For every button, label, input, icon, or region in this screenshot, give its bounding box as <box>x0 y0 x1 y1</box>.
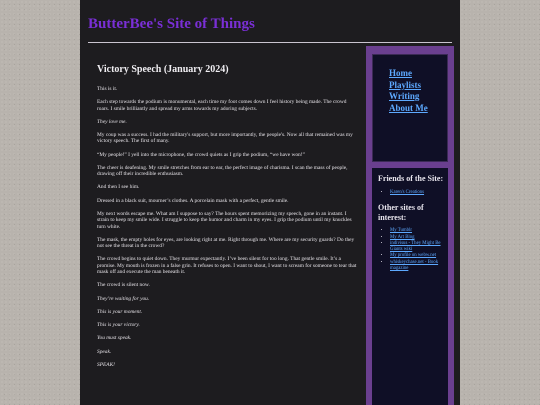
post-paragraph: The crowd begins to quiet down. They murmur expectantly. I’ve been silent for too long. That gentle smile. It’s a promise. My mouth is frozen in a false grin. It refuses to open. I want to shout, I want to scream for someone to tear that mask off and execute the man beneath it. <box>97 256 357 276</box>
title-divider <box>88 42 452 43</box>
other-site-item <box>390 235 444 241</box>
other-site-link[interactable]: indivisus - They Might Be Giants wiki <box>390 241 441 252</box>
post-title: Victory Speech (January 2024) <box>97 64 229 75</box>
sidebar <box>366 46 454 405</box>
friends-list <box>378 190 444 196</box>
friend-site-item <box>390 190 444 196</box>
other-site-item <box>390 260 444 271</box>
nav-item <box>389 79 447 91</box>
post-paragraph: You must speak. <box>97 335 132 342</box>
nav-item <box>389 90 447 102</box>
links-box <box>372 168 448 405</box>
post-paragraph: This is your victory. <box>97 322 140 329</box>
post-paragraph: They’re waiting for you. <box>97 295 150 302</box>
friend-site-link[interactable]: Karen's Creations <box>390 189 425 195</box>
post-body <box>94 86 358 368</box>
nav-link-home[interactable]: Home <box>389 68 412 78</box>
other-site-link[interactable]: whiskeychase.net - Book magazine <box>390 260 439 271</box>
other-site-link[interactable]: My profile on webw.net <box>390 253 437 259</box>
other-site-link[interactable]: My Art Blog <box>390 234 415 240</box>
nav-item <box>389 67 447 79</box>
nav-list <box>373 55 447 113</box>
post-paragraph: They love me. <box>97 118 127 125</box>
post-paragraph: My next words escape me. What am I suppose to say? The hours spent memorizing my speech, gone in an instant. I strain to keep my smile wide. I struggle to keep the humor and charm in my eyes. I grip the podium until my knuckles turn white. <box>97 210 352 230</box>
post-article <box>94 60 358 375</box>
post-paragraph: Speak. <box>97 348 112 355</box>
other-site-link[interactable]: My Tumblr <box>390 228 412 234</box>
nav-link-writing[interactable]: Writing <box>389 91 420 101</box>
post-paragraph: SPEAK! <box>97 361 115 368</box>
post-paragraph: Each step towards the podium is monumental, each time my foot comes down I feel history being made. The crowd roars. I smile brilliantly and spread my arms towards my adoring subjects. <box>97 99 347 112</box>
post-paragraph: The mask, the empty holes for eyes, are looking right at me. Right through me. Where are my security guards? Do they not see the threat in the crowd? <box>97 236 355 250</box>
post-paragraph: The cheer is deafening. My smile stretches from ear to ear, the perfect image of charisma. I scan the mass of people, drawing off their incredible enthusiasm. <box>97 164 348 178</box>
other-site-item <box>390 228 444 234</box>
nav-item <box>389 102 447 114</box>
post-paragraph: “My people!” I yell into the microphone, the crowd quiets as I grip the podium, “we have won!” <box>97 151 305 158</box>
post-paragraph: This is it. <box>97 86 118 92</box>
others-heading: Other sites of interest: <box>378 203 424 222</box>
nav-box <box>372 54 448 162</box>
post-paragraph: The crowd is silent now. <box>97 282 150 289</box>
other-site-item <box>390 241 444 252</box>
site-title: ButterBee's Site of Things <box>88 16 255 32</box>
friends-heading: Friends of the Site: <box>378 174 444 183</box>
page-container <box>80 0 460 405</box>
others-list <box>378 228 444 271</box>
post-paragraph: My coup was a success. I had the military's support, but more importantly, the people's. Now all that remained was my victory speech. The first of many. <box>97 132 353 145</box>
nav-link-about-me[interactable]: About Me <box>389 102 428 113</box>
nav-link-playlists[interactable]: Playlists <box>389 79 422 90</box>
other-site-item <box>390 253 444 259</box>
post-paragraph: Dressed in a black suit, mourner’s clothes. A porcelain mask with a perfect, gentle smile. <box>97 197 289 204</box>
post-paragraph: This is your moment. <box>97 308 143 315</box>
post-paragraph: And then I see him. <box>97 184 140 191</box>
